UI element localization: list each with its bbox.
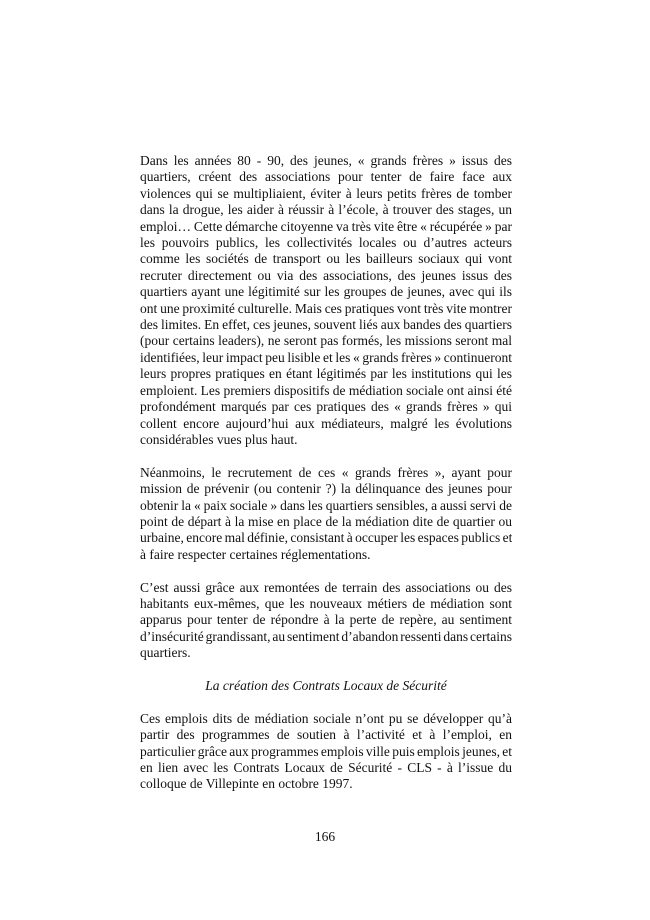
text-line: (pour certains leaders), ne seront pas formés, les missions seront mal [140, 333, 512, 349]
text-line: particulier grâce aux programmes emplois ville puis emplois jeunes, et [140, 743, 512, 759]
text-line: leurs propres pratiques en étant légitimés par les institutions qui les [140, 366, 512, 382]
text-line: comme les sociétés de transport ou les bailleurs sociaux qui vont [140, 251, 512, 267]
text-line: urbaine, encore mal définie, consistant à occuper les espaces publics et [140, 530, 512, 546]
page-number: 166 [314, 829, 336, 844]
text-line: emploi… Cette démarche citoyenne va très vite être « récupérée » par [140, 218, 512, 234]
text-line: emploient. Les premiers dispositifs de médiation sociale ont ainsi été [140, 382, 512, 398]
text-line: profondément marqués par ces pratiques des « grands frères » qui [140, 399, 512, 415]
text-line: partir des programmes de soutien à l’activité et à l’emploi, en [140, 727, 512, 743]
text-line: point de départ à la mise en place de la médiation dite de quartier ou [140, 513, 512, 529]
body-text [140, 153, 512, 793]
section-heading: La création des Contrats Locaux de Sécurité [205, 677, 447, 693]
text-line: dans la drogue, les aider à réussir à l’école, à trouver des stages, un [140, 202, 512, 218]
text-line: C’est aussi grâce aux remontées de terrain des associations ou des [140, 579, 512, 595]
text-line: mission de prévenir (ou contenir ?) la délinquance des jeunes pour [140, 481, 512, 497]
text-line: violences qui se multipliaient, éviter à leurs petits frères de tomber [140, 185, 512, 201]
paragraph [140, 580, 512, 662]
text-line: habitants eux-mêmes, que les nouveaux métiers de médiation sont [140, 595, 512, 611]
text-line: apparus pour tenter de répondre à la perte de repère, au sentiment [140, 612, 512, 628]
text-line: ont une proximité culturelle. Mais ces pratiques vont très vite montrer [140, 300, 512, 316]
text-line: Néanmoins, le recrutement de ces « grands frères », ayant pour [140, 464, 512, 480]
text-line: obtenir la « paix sociale » dans les quartiers sensibles, a aussi servi de [140, 497, 512, 513]
text-line: quartiers. [140, 645, 191, 661]
text-line: identifiées, leur impact peu lisible et les « grands frères » continueront [140, 349, 512, 365]
text-line: en lien avec les Contrats Locaux de Sécurité - CLS - à l’issue du [140, 759, 512, 775]
paragraph [140, 711, 512, 793]
text-line: colloque de Villepinte en octobre 1997. [140, 776, 353, 792]
text-line: recruter directement ou via des associations, des jeunes issus des [140, 267, 512, 283]
final-paragraph [140, 711, 512, 793]
paragraphs [140, 153, 512, 662]
text-line: d’insécurité grandissant, au sentiment d’abandon ressenti dans certains [140, 628, 512, 644]
text-line: à faire respecter certaines réglementations. [140, 546, 371, 562]
text-line: considérables vues plus haut. [140, 431, 298, 447]
text-line: quartiers, créent des associations pour tenter de faire face aux [140, 169, 512, 185]
text-line: Ces emplois dits de médiation sociale n’ont pu se développer qu’à [140, 710, 512, 726]
text-line: quartiers ayant une légitimité sur les groupes de jeunes, avec qui ils [140, 284, 512, 300]
text-line: collent encore aujourd’hui aux médiateurs, malgré les évolutions [140, 415, 512, 431]
text-line: des limites. En effet, ces jeunes, souvent liés aux bandes des quartiers [140, 317, 512, 333]
paragraph [140, 153, 512, 448]
text-line: les pouvoirs publics, les collectivités locales ou d’autres acteurs [140, 235, 512, 251]
paragraph [140, 465, 512, 563]
text-line: Dans les années 80 - 90, des jeunes, « grands frères » issus des [140, 153, 512, 168]
